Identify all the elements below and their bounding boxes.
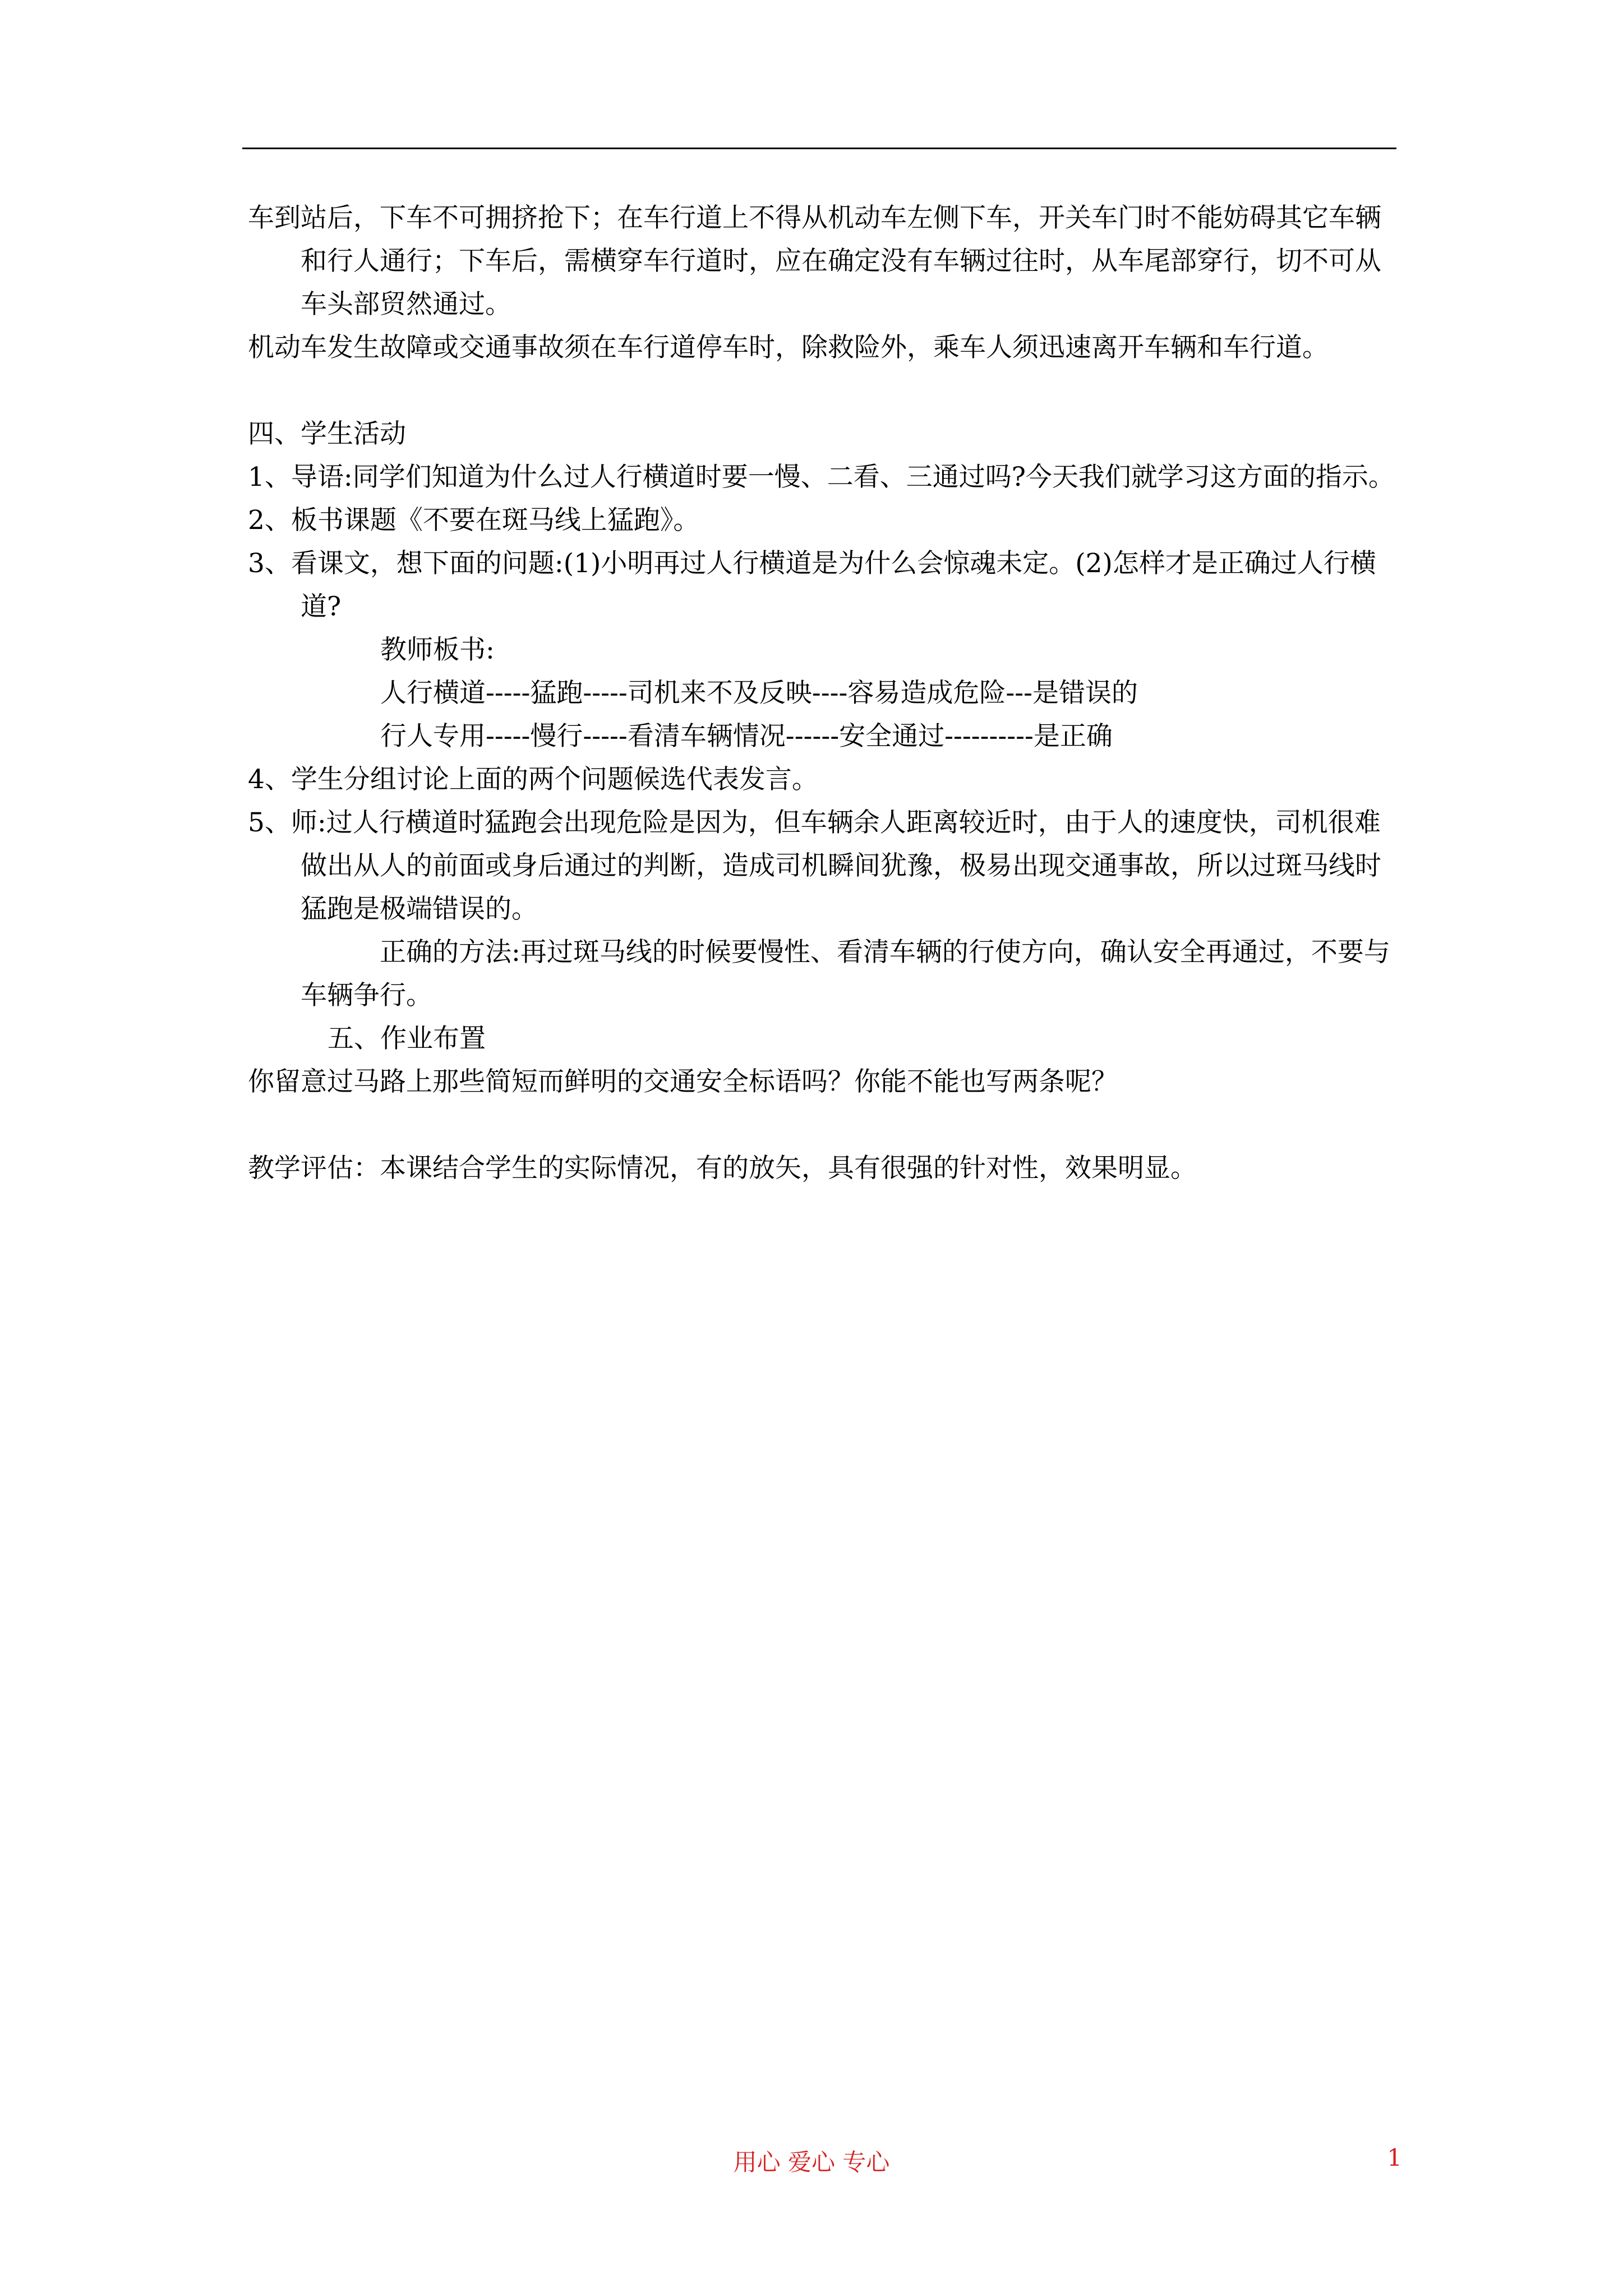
paragraph-getting-off: 车到站后，下车不可拥挤抢下；在车行道上不得从机动车左侧下车，开关车门时不能妨碍其它车辆和行人通行；下车后，需横穿车行道时，应在确定没有车辆过往时，从车尾部穿行，切不可从车头部贸然通过。 <box>248 203 1381 320</box>
homework-question: 你留意过马路上那些简短而鲜明的交通安全标语吗？你能不能也写两条呢？ <box>248 1066 1118 1097</box>
section-heading-homework: 五、作业布置 <box>328 1023 486 1054</box>
footer-motto: 用心 爱心 专心 <box>733 2148 890 2176</box>
list-item-introduction: 1、导语:同学们知道为什么过人行横道时要一慢、二看、三通过吗?今天我们就学习这方面的指示。 <box>248 462 1395 493</box>
list-item-questions: 3、看课文，想下面的问题:(1)小明再过人行横道是为什么会惊魂未定。(2)怎样才是正确过人行横道? <box>248 548 1376 622</box>
document-body <box>248 196 1398 1190</box>
board-heading: 教师板书: <box>380 634 495 665</box>
teaching-evaluation: 教学评估：本课结合学生的实际情况，有的放矢，具有很强的针对性，效果明显。 <box>248 1153 1197 1184</box>
paragraph-vehicle-breakdown: 机动车发生故障或交通事故须在车行道停车时，除救险外，乘车人须迅速离开车辆和车行道。 <box>248 332 1329 363</box>
section-heading-student-activity: 四、学生活动 <box>248 418 406 449</box>
board-line-wrong: 人行横道-----猛跑-----司机来不及反映----容易造成危险---是错误的 <box>380 678 1138 708</box>
list-item-title: 2、板书课题《不要在斑马线上猛跑》。 <box>248 505 700 536</box>
board-line-right: 行人专用-----慢行-----看清车辆情况------安全通过----------是正确 <box>380 721 1113 752</box>
list-item-discussion: 4、学生分组讨论上面的两个问题候选代表发言。 <box>248 764 818 795</box>
page-number: 1 <box>1387 2144 1402 2171</box>
list-item-teacher: 5、师:过人行横道时猛跑会出现危险是因为，但车辆余人距离较近时，由于人的速度快，司机很难做出从人的前面或身后通过的判断，造成司机瞬间犹豫，极易出现交通事故，所以过斑马线时猛跑是极端错误的。 <box>248 807 1381 924</box>
header-rule <box>242 148 1396 149</box>
paragraph-correct-method: 正确的方法:再过斑马线的时候要慢性、看清车辆的行使方向，确认安全再通过，不要与车辆争行。 <box>301 937 1390 1011</box>
